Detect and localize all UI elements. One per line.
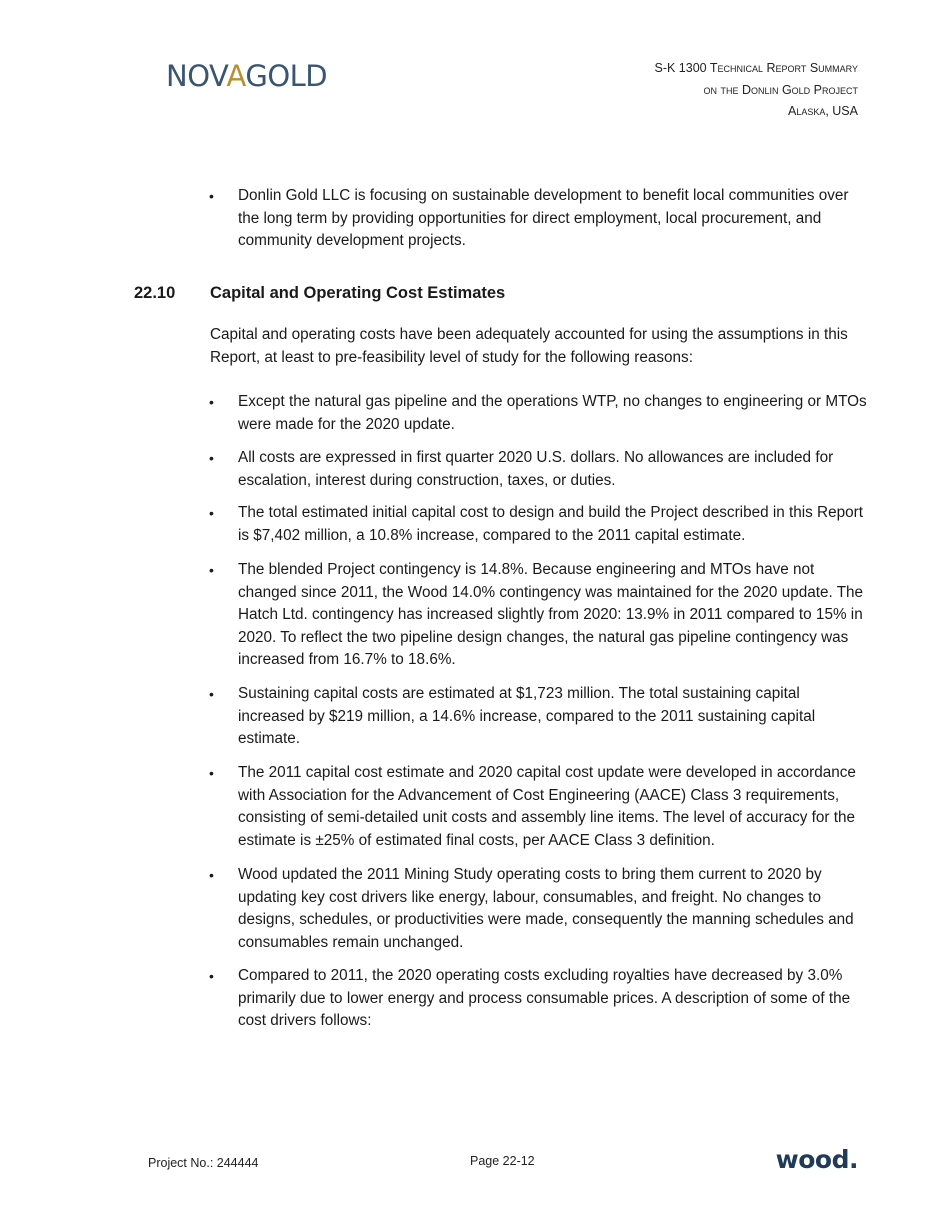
bullet-text: The 2011 capital cost estimate and 2020 capital cost update were developed in accordance with Association for the Advancement of Cost Engineering (AACE) Class 3 requirements, consisting of semi-detailed unit costs and assembly line items. The level of accuracy for the estimate is ±25% of estimated final costs, per AACE Class 3 definition. — [238, 764, 856, 849]
bullet-icon: • — [209, 188, 214, 204]
bullet-icon: • — [209, 505, 214, 521]
bullet-item — [209, 559, 870, 672]
bullet-text: The blended Project contingency is 14.8%. Because engineering and MTOs have not changed since 2011, the Wood 14.0% contingency was maintained for the 2020 update. The Hatch Ltd. contingency has increased slightly from 2020: 13.9% in 2011 compared to 15% in 2020. To reflect the two pipeline design changes, the natural gas pipeline contingency was increased from 16.7% to 18.6%. — [238, 561, 864, 669]
bullet-icon: • — [209, 867, 214, 883]
wood-logo: wood. — [775, 1145, 858, 1174]
bullet-text: Sustaining capital costs are estimated at $1,723 million. The total sustaining capital increased by $219 million, a 14.6% increase, compared to the 2011 sustaining capital estimate. — [238, 685, 816, 748]
page-number: Page 22-12 — [470, 1154, 535, 1168]
bullet-item — [209, 965, 870, 1033]
bullet-text: Except the natural gas pipeline and the operations WTP, no changes to engineering or MTOs were made for the 2020 update. — [238, 393, 867, 433]
bullet-icon: • — [209, 450, 214, 466]
project-number: Project No.: 244444 — [148, 1156, 259, 1170]
bullet-text: Donlin Gold LLC is focusing on sustainable development to benefit local communities over the long term by providing opportunities for direct employment, local procurement, and community development projects. — [238, 187, 849, 250]
bullet-item — [209, 762, 870, 852]
section-intro: Capital and operating costs have been adequately accounted for using the assumptions in this Report, at least to pre-feasibility level of study for the following reasons: — [210, 326, 848, 366]
section-title: Capital and Operating Cost Estimates — [210, 284, 506, 302]
bullet-item — [209, 447, 870, 492]
bullet-icon: • — [209, 394, 214, 410]
bullet-item — [209, 391, 870, 436]
bullet-icon: • — [209, 968, 214, 984]
bullet-text: The total estimated initial capital cost to design and build the Project described in this Report is $7,402 million, a 10.8% increase, compared to the 2011 capital estimate. — [238, 504, 863, 544]
bullet-item — [209, 502, 870, 547]
bullet-item — [209, 864, 870, 954]
logo-mark: A — [226, 59, 246, 93]
bullet-item — [209, 683, 870, 751]
section-number: 22.10 — [134, 284, 176, 302]
bullet-text: All costs are expressed in first quarter 2020 U.S. dollars. No allowances are included for escalation, interest during construction, taxes, or duties. — [238, 449, 834, 489]
header-line-1: S-K 1300 Technical Report Summary — [654, 61, 858, 75]
report-header — [655, 58, 859, 123]
header-line-3: Alaska, USA — [787, 104, 858, 118]
header-line-2: on the Donlin Gold Project — [703, 82, 858, 97]
bullet-icon: • — [209, 562, 214, 578]
bullet-icon: • — [209, 686, 214, 702]
bullet-item-top — [209, 185, 870, 253]
bullet-icon: • — [209, 765, 214, 781]
novagold-logo: NOVAGOLD — [166, 59, 328, 93]
bullet-text: Compared to 2011, the 2020 operating costs excluding royalties have decreased by 3.0% primarily due to lower energy and process consumable prices. A description of some of the cost drivers follows: — [238, 967, 851, 1030]
bullet-text: Wood updated the 2011 Mining Study operating costs to bring them current to 2020 by updating key cost drivers like energy, labour, consumables, and freight. No changes to designs, schedules, or productivities were made, consequently the manning schedules and consumables remain unchanged. — [238, 866, 854, 951]
